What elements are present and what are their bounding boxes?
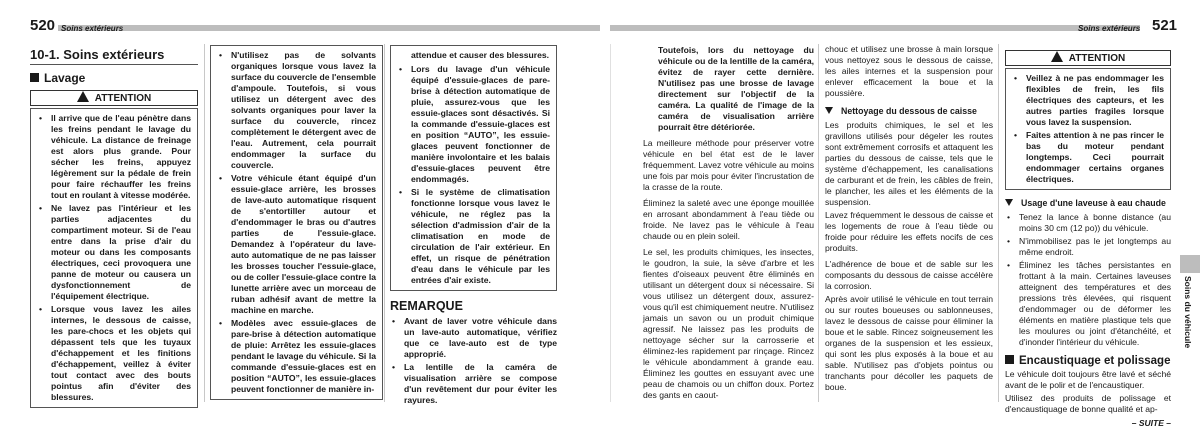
triangle-down-icon — [1005, 199, 1013, 206]
attention-label: ATTENTION — [1068, 53, 1126, 64]
header-title: Soins extérieurs — [61, 24, 124, 33]
left-column-2 — [210, 45, 383, 400]
page-number: 520 — [30, 17, 56, 34]
side-tab[interactable] — [1180, 255, 1200, 273]
header-band — [58, 25, 600, 31]
left-column-1 — [30, 47, 198, 408]
page-gutter — [610, 44, 611, 402]
paragraph: Le sel, les produits chimiques, les insectes, le goudron, la suie, la sève d'arbre et les fientes d'oiseaux peuvent être éliminés en utilisant un détergent doux si nécessaire. Si vous utilisez un détergent doux, assurez-vous qu'il est chimiquement neutre. N'utilisez jamais un savon ou un produit chimique agressif. Ne laissez pas les produits de nettoyage sécher sur la carrosserie et éliminez-les rapidement par rinçage. Rincez le véhicule abondamment à grande eau. Éliminez les gouttes en essuyant avec une peau de chamois ou un chiffon doux. Portez des gants en caout- — [643, 247, 814, 400]
attention-item: • Lorsque vous lavez les ailes internes, le dessous de caisse, les pare-chocs et les objets qui dépassent tels que les tuyaux d'échappement et les finitions d'échappement, veillez à éviter tout contact avec des bouts pointus afin d'éviter des blessures. — [37, 304, 191, 403]
underbody-title — [825, 106, 993, 117]
remarque-list — [390, 316, 557, 408]
underbody-column — [825, 44, 993, 398]
right-column-3 — [1005, 50, 1171, 429]
triangle-down-icon — [825, 107, 833, 114]
attention-item: • Lors du lavage d'un véhicule équipé d'essuie-glaces de pare-brise à détection automatique de pluie, assurez-vous que les essuie-glaces sont désactivés. Si la commande d'essuie-glaces est en position “AUTO”, les essuie-glaces peuvent fonctionner de manière involontaire et les balais d'essuie-glaces peuvent être endommagés. — [397, 64, 550, 185]
paragraph: Les produits chimiques, le sel et les gravillons utilisés pour dégeler les routes sont extrêmement corrosifs et attaquent les parties du dessous de caisse, tels que le système d'échappement, les canalisations de carburant et de frein, les câbles de frein, le plancher, les ailes et les éléments de la suspension. — [825, 120, 993, 207]
paragraph: L'adhérence de boue et de sable sur les composants du dessous de caisse accélère la corrosion. — [825, 259, 993, 291]
right-column-1 — [643, 45, 814, 406]
underbody-title-text: Nettoyage du dessous de caisse — [841, 106, 977, 116]
attention-item: • Faites attention à ne pas rincer le bas du moteur pendant longtemps. Ceci pourrait endommager certains organes électriques. — [1012, 130, 1164, 185]
paragraph: Utilisez des produits de polissage et d'encaustiquage de bonne qualité et ap- — [1005, 393, 1171, 414]
header-title: Soins extérieurs — [1078, 24, 1141, 33]
hotwasher-item: • Tenez la lance à bonne distance (au moins 30 cm (12 po)) du véhicule. — [1005, 212, 1171, 234]
hotwasher-item: • N'immobilisez pas le jet longtemps au même endroit. — [1005, 236, 1171, 258]
waxing-text — [1005, 369, 1171, 418]
page-number: 521 — [1152, 17, 1178, 34]
attention-item: • Modèles avec essuie-glaces de pare-brise à détection automatique de pluie: Arrêtez les essuie-glaces pendant le lavage du véhicule. Si la commande d'essuie-glaces est en position “AUTO”, les essuie-glaces peuvent fonctionner de manière in- — [217, 318, 376, 395]
paragraph: Le véhicule doit toujours être lavé et séché avant de le polir et de l'encaustiquer. — [1005, 369, 1171, 390]
subsection-title — [30, 71, 198, 85]
column-divider — [998, 44, 999, 402]
continued-label: – SUITE – — [1131, 418, 1171, 428]
remarque-continuation-text: Toutefois, lors du nettoyage du véhicule ou de la lentille de la caméra, évitez de rayer cette dernière. N'utilisez pas une brosse de lavage directement sur l'objectif de la caméra. La qualité de l'image de la caméra de visualisation arrière pourrait être détériorée. — [658, 45, 814, 132]
paragraph: Après avoir utilisé le véhicule en tout terrain ou sur routes boueuses ou sablonneuses, lavez le dessous de caisse pour éliminer la boue et le sable. Rincez soigneusement les organes de la suspension et les essieux, qui sont les plus exposés à la boue et au sable. N'utilisez pas d'objets pointus ou tranchants pour décoller les paquets de boue. — [825, 294, 993, 392]
hotwasher-title — [1005, 198, 1171, 209]
paragraph: Lavez fréquemment le dessous de caisse et les logements de roue à l'eau tiède ou froide pour réduire les effets nocifs de ces produits. — [825, 210, 993, 253]
attention-box-continued — [210, 45, 383, 400]
waxing-title-text: Encaustiquage et polissage — [1019, 355, 1171, 367]
side-tab-label: Soins du véhicule — [1183, 276, 1193, 349]
attention-item: • Il arrive que de l'eau pénètre dans les freins pendant le lavage du véhicule. La distance de freinage est alors plus grande. Pour sécher les freins, appuyez légèrement sur la pédale de frein pour faire réchauffer les freins tout en roulant à vitesse modérée. — [37, 113, 191, 201]
remarque-item: • La lentille de la caméra de visualisation arrière se compose d'un revêtement dur pour éviter les rayures. — [390, 362, 557, 406]
header-band — [610, 25, 1140, 31]
waxing-title — [1005, 355, 1171, 367]
attention-item: • Ne lavez pas l'intérieur et les parties adjacentes du compartiment moteur. Si de l'eau entre dans la prise d'air du moteur ou dans les composants électriques, ceci provoquera une panne de moteur ou causera un dysfonctionnement de l'équipement électrique. — [37, 203, 191, 302]
paragraph: chouc et utilisez une brosse à main lorsque vous nettoyez sous le dessous de caisse, les ailes internes et la suspension pour enlever efficacement la boue et la poussière. — [825, 44, 993, 98]
hotwasher-item: • Éliminez les tâches persistantes en frottant à la main. Certaines laveuses atteignent des températures et des pressions très élevées, qui risquent d'endommager ou de déformer les éléments en matière plastique tels que les moulures ou joint d'étanchéité, et d'inonder l'intérieur du véhicule. — [1005, 260, 1171, 348]
attention-item: • N'utilisez pas de solvants organiques lorsque vous lavez la surface du couvercle de l'ensemble d'ampoule. Toutefois, si vous utilisez un détergent avec des solvants organiques pour laver la surface du couvercle, rincez complètement le détergent avec de l'eau. Autrement, cela pourrait endommager la surface du couvercle. — [217, 50, 376, 171]
column-divider — [204, 44, 205, 402]
attention-item: • Veillez à ne pas endommager les flexibles de frein, les fils électriques des capteurs, et les autres parties fragiles lorsque vous lavez la suspension. — [1012, 73, 1164, 128]
column-divider — [384, 44, 385, 402]
attention-box — [30, 108, 198, 408]
subsection-title-text: Lavage — [44, 71, 86, 85]
square-bullet-icon — [1005, 355, 1014, 364]
remarque-item: • Avant de laver votre véhicule dans un lave-auto automatique, vérifiez que ce lave-auto est de type approprié. — [390, 316, 557, 360]
warning-triangle-icon — [1051, 51, 1063, 62]
remarque-title: REMARQUE — [390, 299, 463, 313]
attention-header — [30, 90, 198, 106]
section-title: 10-1. Soins extérieurs — [30, 47, 198, 65]
attention-label: ATTENTION — [94, 93, 152, 104]
paragraph: La meilleure méthode pour préserver votre véhicule en bel état est de le laver fréquemment. Lavez votre véhicule au moins une fois par mois pour éviter l'incrustation de la crasse de la route. — [643, 138, 815, 192]
column-divider — [818, 44, 819, 402]
warning-triangle-icon — [77, 91, 89, 102]
attention-item: • Si le système de climatisation fonctionne lorsque vous lavez le véhicule, ne réglez pas la sélection d'admission d'air de la climatisation en mode de circulation de l'air extérieur. En effet, un risque de pénétration d'eau dans le véhicule par les entrées d'air existe. — [397, 187, 550, 286]
attention-box-continued — [390, 45, 557, 291]
hotwasher-title-text: Usage d'une laveuse à eau chaude — [1021, 198, 1166, 208]
attention-header — [1005, 50, 1171, 66]
attention-box — [1005, 68, 1171, 190]
paragraph: Éliminez la saleté avec une éponge mouillée en arrosant abondamment à l'eau tiède ou froide. Ne lavez pas le véhicule à l'eau chaude ou en plein soleil. — [643, 198, 814, 241]
attention-continuation: attendue et causer des blessures. — [411, 50, 550, 60]
square-bullet-icon — [30, 73, 39, 82]
left-column-3 — [390, 45, 557, 408]
attention-item: • Votre véhicule étant équipé d'un essuie-glace arrière, les brosses de lave-auto automatique risquent de s'entortiller autour et d'endommager le bras ou d'autres parties de l'essuie-glace. Demandez à l'opérateur du lave-auto automatique de ne pas laisser les brosses toucher l'essuie-glace, ou de coller l'essuie-glace contre la lunette arrière avec un morceau de ruban adhésif avant de mettre la machine en marche. — [217, 173, 376, 316]
hotwasher-section — [1005, 196, 1171, 350]
